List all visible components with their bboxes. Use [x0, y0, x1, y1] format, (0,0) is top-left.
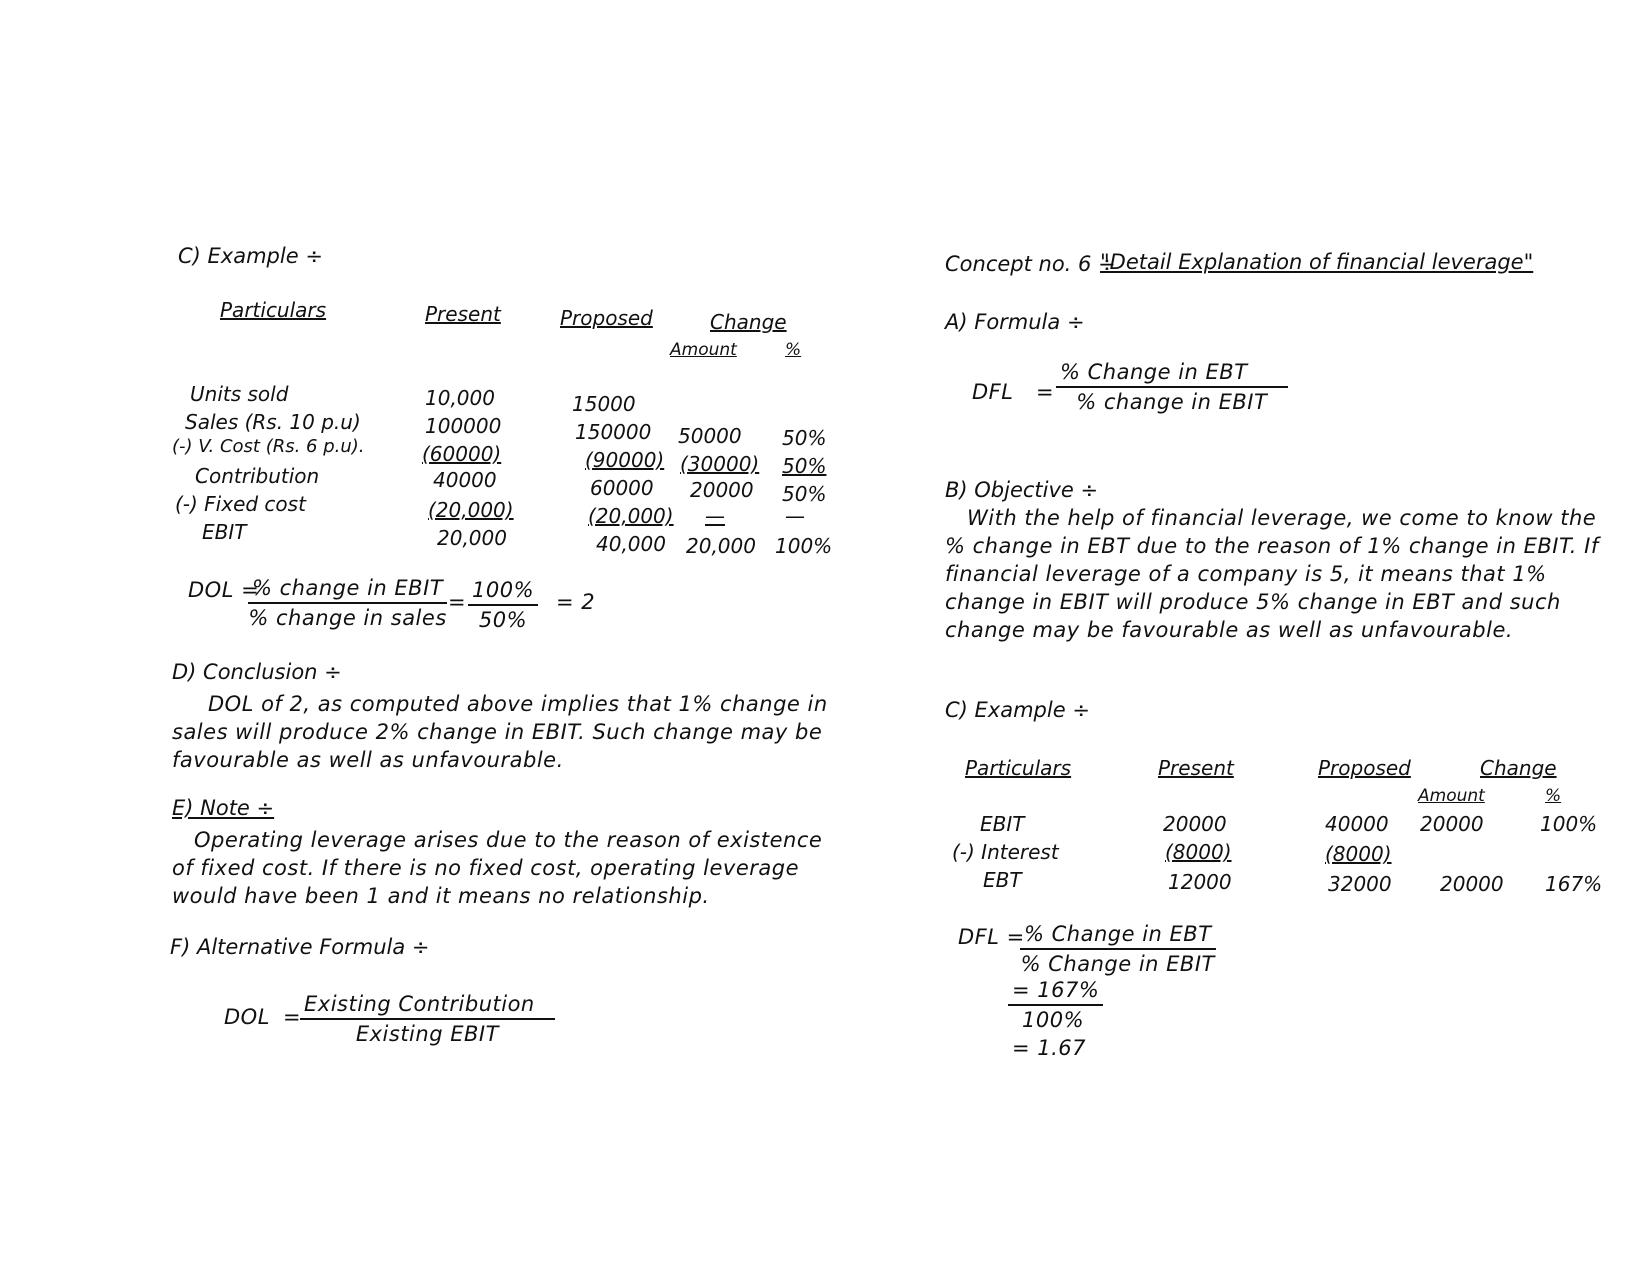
row-amount: 20000 — [1440, 872, 1504, 896]
row-percent: 50% — [782, 454, 827, 478]
col-header-proposed: Proposed — [560, 306, 653, 330]
dfl-result: = 1.67 — [1012, 1036, 1087, 1060]
row-percent: — — [785, 504, 805, 528]
row-particular: (-) Fixed cost — [175, 492, 306, 516]
objective-heading: B) Objective ÷ — [945, 478, 1099, 502]
row-particular: Sales (Rs. 10 p.u) — [185, 410, 361, 434]
row-proposed: 40,000 — [596, 532, 666, 556]
row-present: (60000) — [422, 442, 502, 466]
alt-dol-equals: = — [283, 1005, 302, 1029]
note-text: Operating leverage arises due to the reason of existence of fixed cost. If there is no fixed cost, operating leverage would have been 1 and it means no relationship. — [172, 828, 823, 908]
row-present: 20,000 — [437, 526, 507, 550]
row-particular: EBIT — [202, 520, 247, 544]
row-percent: 50% — [782, 426, 827, 450]
row-percent: 167% — [1545, 872, 1603, 896]
dfl-step-numerator: = 167% — [1008, 978, 1103, 1006]
col-header-change: Change — [1480, 756, 1557, 780]
alt-formula-heading: F) Alternative Formula ÷ — [170, 935, 430, 959]
row-percent: 100% — [775, 534, 833, 558]
row-present: 100000 — [425, 414, 502, 438]
objective-text: With the help of financial leverage, we come to know the % change in EBT due to the reason of 1% change in EBIT. If financial leverage of a company is 5, it means that 1% change in EBIT will produce 5% change in EBT and such change may be favourable as well as unfavourable. — [945, 506, 1599, 642]
row-particular: (-) Interest — [952, 840, 1059, 864]
dol-denominator: % change in sales — [248, 606, 447, 630]
concept-label: Concept no. 6 ÷ — [945, 252, 1116, 276]
row-proposed: 60000 — [590, 476, 654, 500]
row-particular: Contribution — [195, 464, 320, 488]
dol-result: = 2 — [556, 590, 596, 614]
dol-fraction — [248, 576, 447, 630]
example-heading-right: C) Example ÷ — [945, 698, 1090, 722]
col-header-change: Change — [710, 310, 787, 334]
conclusion-heading: D) Conclusion ÷ — [172, 660, 342, 684]
dfl-fraction — [1056, 360, 1288, 414]
row-percent: 50% — [782, 482, 827, 506]
dfl-equals: = — [1036, 380, 1055, 404]
row-percent: 100% — [1540, 812, 1598, 836]
col-header-proposed: Proposed — [1318, 756, 1411, 780]
conclusion-text: DOL of 2, as computed above implies that 1% change in sales will produce 2% change in EBIT. Such change may be favourable as well as unfavourable. — [172, 692, 828, 772]
row-amount: (30000) — [680, 452, 760, 476]
alt-dol-denominator: Existing EBIT — [355, 1022, 499, 1046]
dfl-step-denominator: 100% — [1022, 1008, 1085, 1032]
dol-value-numerator: 100% — [468, 578, 538, 606]
dfl-calc-fraction — [1020, 922, 1216, 976]
row-particular: EBIT — [980, 812, 1025, 836]
col-header-percent: % — [785, 340, 802, 360]
row-proposed: (20,000) — [588, 504, 674, 528]
row-present: (8000) — [1165, 840, 1232, 864]
alt-dol-label: DOL — [224, 1005, 270, 1029]
row-amount: 20000 — [1420, 812, 1484, 836]
dfl-calc-numerator: % Change in EBT — [1020, 922, 1216, 950]
row-proposed: (8000) — [1325, 842, 1392, 866]
row-present: 20000 — [1163, 812, 1227, 836]
concept-title: "Detail Explanation of financial leverage" — [1100, 250, 1534, 274]
dol-label: DOL = — [188, 578, 260, 602]
row-amount: 20,000 — [686, 534, 756, 558]
formula-heading: A) Formula ÷ — [945, 310, 1085, 334]
row-present: (20,000) — [428, 498, 514, 522]
row-amount: 20000 — [690, 478, 754, 502]
col-header-percent: % — [1545, 786, 1562, 806]
dfl-denominator: % change in EBIT — [1076, 390, 1268, 414]
row-particular: EBT — [983, 868, 1022, 892]
col-header-present: Present — [425, 302, 501, 326]
alt-dol-numerator: Existing Contribution — [300, 992, 555, 1020]
col-header-particulars: Particulars — [965, 756, 1072, 780]
col-header-particulars: Particulars — [220, 298, 327, 322]
col-header-amount: Amount — [670, 340, 737, 360]
row-particular: (-) V. Cost (Rs. 6 p.u). — [172, 436, 365, 457]
dfl-calc-label: DFL = — [958, 925, 1025, 949]
col-header-amount: Amount — [1418, 786, 1485, 806]
row-present: 40000 — [433, 468, 497, 492]
row-proposed: 15000 — [572, 392, 636, 416]
row-proposed: (90000) — [585, 448, 665, 472]
row-proposed: 32000 — [1328, 872, 1392, 896]
row-present: 10,000 — [425, 386, 495, 410]
dol-value-fraction — [468, 578, 538, 632]
row-amount: 50000 — [678, 424, 742, 448]
dol-numerator: % change in EBIT — [248, 576, 447, 604]
row-present: 12000 — [1168, 870, 1232, 894]
example-heading: C) Example ÷ — [178, 244, 323, 268]
col-header-present: Present — [1158, 756, 1234, 780]
dfl-label: DFL — [972, 380, 1014, 404]
alt-dol-fraction — [300, 992, 555, 1046]
row-proposed: 150000 — [575, 420, 652, 444]
row-amount: — — [705, 504, 725, 528]
dfl-calc-denominator: % Change in EBIT — [1020, 952, 1215, 976]
dfl-step-fraction — [1008, 978, 1103, 1032]
note-heading: E) Note ÷ — [172, 796, 275, 820]
row-particular: Units sold — [190, 382, 289, 406]
dfl-numerator: % Change in EBT — [1056, 360, 1288, 388]
row-proposed: 40000 — [1325, 812, 1389, 836]
dol-value-denominator: 50% — [478, 608, 528, 632]
dol-equals: = — [448, 590, 467, 614]
